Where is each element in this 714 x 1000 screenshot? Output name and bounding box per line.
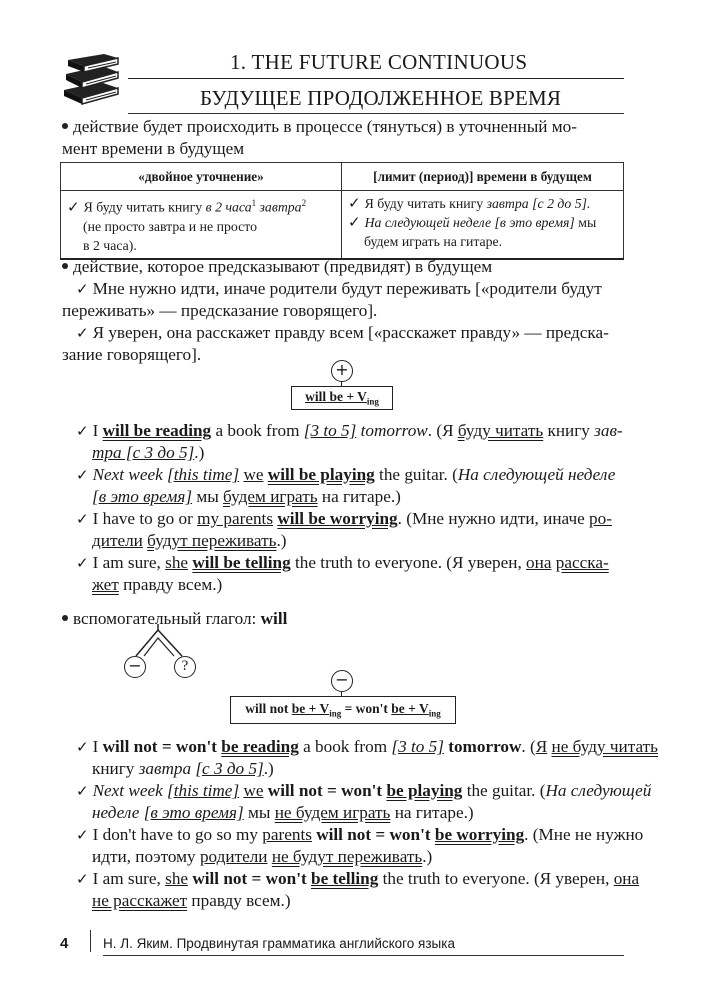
positive-example-1-cont: тра [с 3 до 5].) [92, 443, 205, 462]
table-header-right: [лимит (период)] времени в будущем [342, 163, 624, 191]
minus-sign-icon: − [124, 656, 146, 678]
table-header-left: «двойное уточнение» [61, 163, 342, 191]
books-logo [60, 52, 122, 106]
prediction-example-1-cont: переживать» — предсказание говорящего]. [62, 301, 378, 320]
positive-example-3-cont: дители будут переживать.) [92, 531, 287, 550]
bullet-icon [62, 123, 68, 129]
prediction-heading: действие, которое предсказывают (предвидят) в будущем [62, 256, 492, 278]
positive-example-2-cont: [в это время] мы будем играть на гитаре.) [92, 487, 401, 506]
check-icon: ✓ [76, 280, 89, 298]
question-sign-icon: ? [174, 656, 196, 678]
usage-table [60, 162, 624, 260]
check-icon: ✓ [76, 870, 89, 888]
subtitle-rule [128, 113, 624, 114]
positive-example-1: ✓ I will be reading a book from [3 to 5] tomorrow. (Я буду читать книгу зав- [76, 421, 623, 440]
footer-book-title: Н. Л. Яким. Продвинутая грамматика английского языка [103, 936, 455, 951]
footer-divider [90, 930, 91, 952]
footer-rule [103, 955, 624, 956]
negative-example-1-cont: книгу завтра [с 3 до 5].) [92, 759, 274, 778]
check-icon: ✓ [67, 197, 80, 216]
check-icon: ✓ [76, 466, 89, 484]
negative-example-1: ✓ I will not = won't be reading a book from [3 to 5] tomorrow. (Я не буду читать [76, 737, 658, 756]
title-rule [128, 78, 624, 79]
check-icon: ✓ [348, 194, 361, 212]
page-title: 1. THE FUTURE CONTINUOUS [230, 50, 528, 74]
check-icon: ✓ [348, 213, 361, 231]
check-icon: ✓ [76, 826, 89, 844]
positive-example-3: ✓ I have to go or my parents will be worrying. (Мне нужно идти, иначе ро- [76, 509, 612, 528]
negative-example-4-cont: не расскажет правду всем.) [92, 891, 291, 910]
plus-sign-icon: + [331, 360, 353, 382]
negative-example-3-cont: идти, поэтому родители не будут переживать.) [92, 847, 433, 866]
positive-example-4: ✓ I am sure, she will be telling the truth to everyone. (Я уверен, она расска- [76, 553, 609, 572]
positive-formula: will be + $V_{ing}$ [291, 386, 393, 410]
negative-example-4: ✓ I am sure, she will not = won't be telling the truth to everyone. (Я уверен, она [76, 869, 640, 888]
negative-example-2: ✓ Next week [this time] we will not = won't be playing the guitar. (На следующей [76, 781, 652, 800]
intro-line-1: действие будет происходить в процессе (тянуться) в уточненный мо- [62, 116, 577, 138]
prediction-example-2: ✓ Я уверен, она расскажет правду всем [«расскажет правду» — предска- [76, 323, 609, 342]
positive-example-4-cont: жет правду всем.) [92, 575, 223, 594]
prediction-example-2-cont: зание говорящего]. [62, 345, 202, 364]
check-icon: ✓ [76, 554, 89, 572]
table-cell-left: ✓ Я буду читать книгу в 2 часа$^1$ завтра$^2$ (не просто завтра и не просто в 2 часа). [61, 191, 342, 259]
bullet-icon [62, 615, 68, 621]
branch-arrows-icon [118, 622, 208, 658]
intro-line-2: мент времени в будущем [62, 139, 245, 158]
positive-example-2: ✓ Next week [this time] we will be playing the guitar. (На следующей неделе [76, 465, 616, 484]
negative-example-3: ✓ I don't have to go so my parents will not = won't be worrying. (Мне не нужно [76, 825, 644, 844]
check-icon: ✓ [76, 324, 89, 342]
table-cell-right: ✓ Я буду читать книгу завтра [с 2 до 5]. ✓ На следующей неделе [в это время] мы будем играть на гитаре. [342, 191, 624, 259]
negative-example-2-cont: неделе [в это время] мы не будем играть на гитаре.) [92, 803, 474, 822]
page-number: 4 [60, 935, 69, 952]
bullet-icon [62, 263, 68, 269]
negative-sign-icon: − [331, 670, 353, 692]
auxiliary-line: вспомогательный глагол: will [62, 608, 287, 630]
check-icon: ✓ [76, 782, 89, 800]
check-icon: ✓ [76, 510, 89, 528]
prediction-example-1: ✓ Мне нужно идти, иначе родители будут переживать [«родители будут [76, 279, 602, 298]
check-icon: ✓ [76, 422, 89, 440]
negative-formula: will not be + $V_{ing} = won't$ be + $V_{ing}$ [230, 696, 456, 724]
page-subtitle: БУДУЩЕЕ ПРОДОЛЖЕННОЕ ВРЕМЯ [200, 86, 562, 110]
check-icon: ✓ [76, 738, 89, 756]
